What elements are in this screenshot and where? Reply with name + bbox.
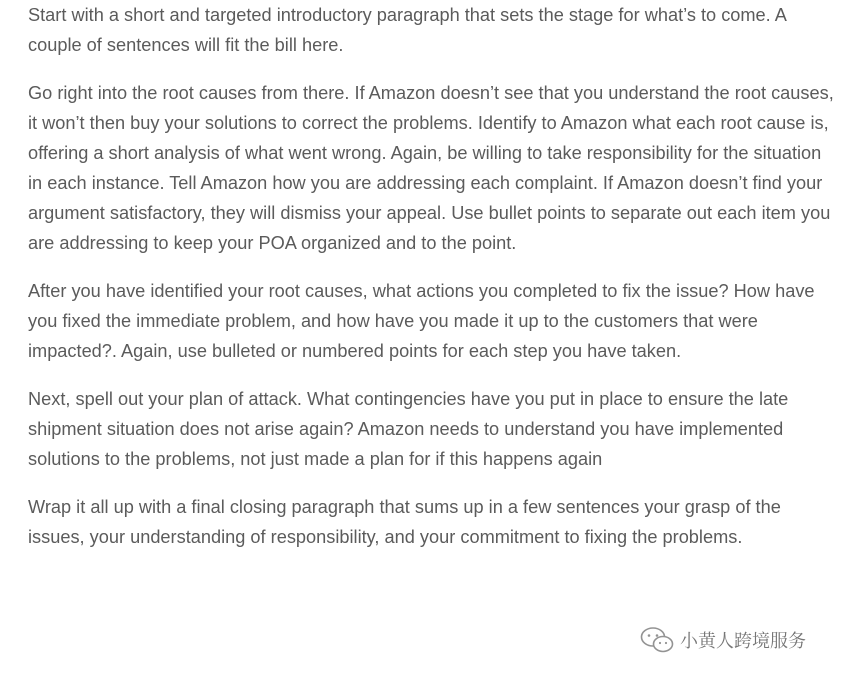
paragraph-root-causes: Go right into the root causes from there. If Amazon doesn’t see that you understand the root causes, it won’t then buy your solutions to correct the problems. Identify to Amazon what each root cause is, offering a short analysis of what went wrong. Again, be willing to take responsibility for the situation in each instance. Tell Amazon how you are addressing each complaint. If Amazon doesn’t find your argument satisfactory, they will dismiss your appeal. Use bullet points to separate out each item you are addressing to keep your POA organized and to the point. (28, 83, 834, 253)
watermark (640, 626, 806, 654)
watermark-text: 小黄人跨境服务 (680, 631, 806, 652)
wechat-icon (640, 626, 674, 654)
paragraph-plan-of-attack: Next, spell out your plan of attack. What contingencies have you put in place to ensure the late shipment situation does not arise again? Amazon needs to understand you have implemented solutions to the problems, not just made a plan for if this happens again (28, 389, 789, 469)
paragraph-actions-taken: After you have identified your root causes, what actions you completed to fix the issue? How have you fixed the immediate problem, and how have you made it up to the customers that were impacted?. Again, use bulleted or numbered points for each step you have taken. (28, 281, 815, 361)
article-body (28, 0, 838, 570)
paragraph-intro: Start with a short and targeted introductory paragraph that sets the stage for what’s to come. A couple of sentences will fit the bill here. (28, 5, 786, 55)
paragraph-closing: Wrap it all up with a final closing paragraph that sums up in a few sentences your grasp of the issues, your understanding of responsibility, and your commitment to fixing the problems. (28, 497, 781, 547)
